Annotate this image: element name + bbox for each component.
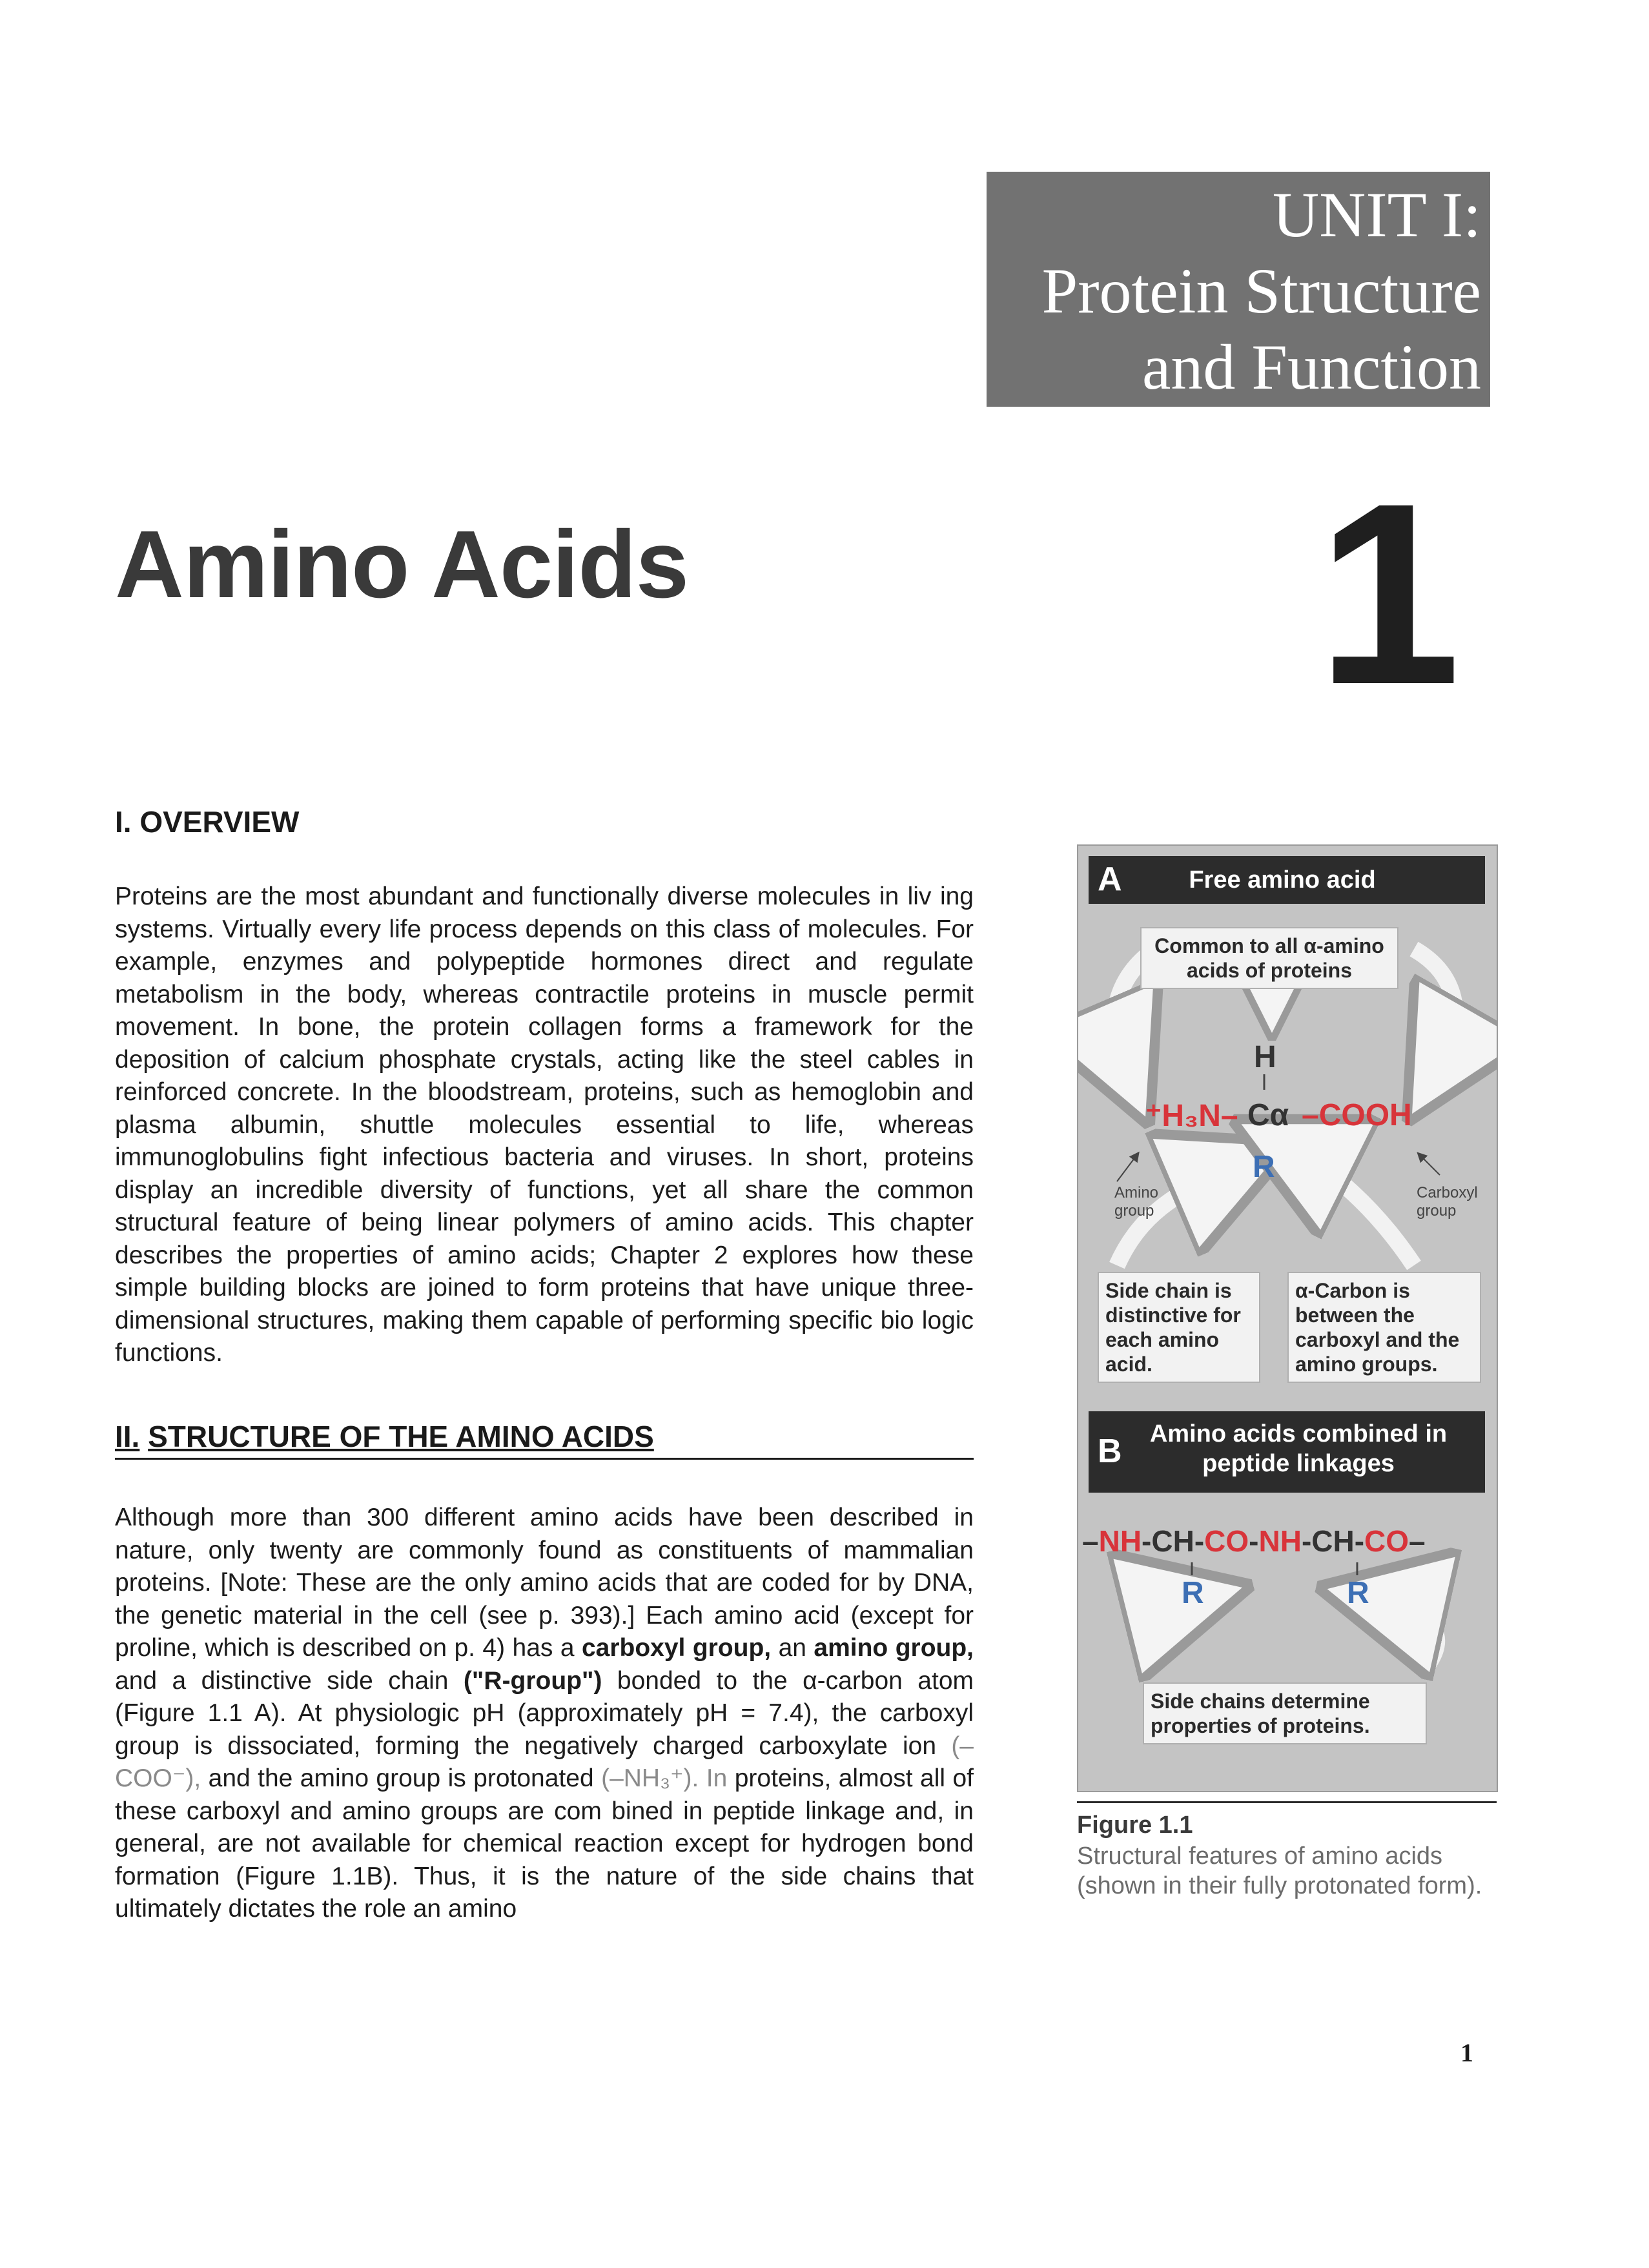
text-run: an	[771, 1634, 814, 1662]
figure-caption-rule	[1077, 1801, 1497, 1803]
peptide-r1: R	[1182, 1576, 1204, 1610]
panel-b-title: Amino acids combined in peptide linkages	[1149, 1420, 1448, 1477]
chain-bond: -	[1142, 1524, 1152, 1558]
arrow-side-chains-right	[1382, 1601, 1437, 1666]
term-r-group: ("R-group")	[463, 1666, 602, 1695]
figure-caption: Structural features of amino acids (shown in their fully protonated form).	[1077, 1843, 1482, 1899]
text-run: Although more than 300 different amino acids have been described in nature, only twenty are commonly found as constituents of mammalian proteins. [Note: These are the only amino acids that are coded for by DNA, the genetic material in the cell (see p. 393).] Each amino acid (except for proline, which is described on p. 4) has a	[115, 1504, 974, 1662]
carboxyl-group-label: Carboxyl group	[1417, 1184, 1478, 1220]
chain-ch: CH	[1311, 1524, 1355, 1558]
overview-heading: I. OVERVIEW	[115, 805, 300, 839]
chain-nh: NH	[1098, 1524, 1142, 1558]
formula-cooh: –COOH	[1302, 1098, 1412, 1132]
unit-banner-line1: UNIT I:	[1272, 179, 1481, 250]
structure-heading	[115, 1419, 974, 1460]
panel-a-letter: A	[1098, 861, 1122, 898]
side-chain-callout: Side chain is distinctive for each amino acid.	[1098, 1272, 1260, 1383]
text-run: proteins, almost all of these carboxyl and amino groups are com bined in peptide linkage and, in general, are not available for chemical reaction except for hydrogen bond formation (Figure 1.1B). Thus, it is the nature of the side chains that ultimately dictates the role an amino	[115, 1764, 974, 1923]
formula-alpha-carbon: Cα	[1247, 1098, 1289, 1132]
panel-b-header	[1089, 1411, 1485, 1493]
unit-banner-line2: Protein Structure	[1041, 255, 1481, 327]
chain-bond: -	[1194, 1524, 1205, 1558]
chain-nh: NH	[1258, 1524, 1302, 1558]
figure-1-1	[1077, 844, 1498, 1792]
alpha-carbon-callout: α-Carbon is between the carboxyl and the amino groups.	[1287, 1272, 1481, 1383]
page-number: 1	[1460, 2038, 1473, 2067]
formula-h: H	[1254, 1040, 1276, 1074]
chain-co: CO	[1364, 1524, 1409, 1558]
unit-banner	[987, 172, 1490, 407]
panel-b-letter: B	[1098, 1433, 1122, 1470]
carboxylate-ion-formula: (–COO⁻),	[115, 1732, 974, 1792]
panel-a-title: Free amino acid	[1189, 866, 1376, 894]
chain-bond: -	[1249, 1524, 1259, 1558]
figure-label: Figure 1.1	[1077, 1812, 1193, 1839]
structure-paragraph	[115, 1502, 974, 1926]
arrow-amino-group	[1117, 1156, 1136, 1181]
arrow-alpha-carbon	[1291, 1149, 1414, 1265]
chain-bond: -	[1354, 1524, 1365, 1558]
text-run: and a distinctive side chain	[115, 1666, 464, 1695]
side-chains-callout: Side chains determine properties of proteins.	[1143, 1682, 1427, 1744]
arrow-carboxyl-group	[1420, 1156, 1440, 1175]
chain-ch: CH	[1151, 1524, 1194, 1558]
chain-bond: –	[1082, 1524, 1099, 1558]
unit-banner-line3: and Function	[1142, 331, 1481, 403]
chain-co: CO	[1204, 1524, 1249, 1558]
structure-heading-number: II.	[115, 1420, 140, 1453]
chapter-number: 1	[1317, 449, 1461, 738]
protonated-amine-formula: (–NH₃⁺). In	[601, 1764, 728, 1792]
text-run: and the amino group is protonated	[201, 1764, 602, 1792]
arrow-common-right	[1414, 949, 1455, 1065]
peptide-chain	[1082, 1524, 1426, 1558]
term-carboxyl-group: carboxyl group,	[581, 1634, 772, 1662]
term-amino-group: amino group,	[814, 1634, 974, 1662]
peptide-r2: R	[1347, 1576, 1369, 1610]
chain-bond: –	[1409, 1524, 1426, 1558]
chain-bond: -	[1301, 1524, 1312, 1558]
amino-group-label: Amino group	[1114, 1184, 1159, 1220]
formula-amine: ⁺H₃N–	[1145, 1099, 1238, 1133]
arrow-side-chains-left	[1139, 1601, 1188, 1666]
formula-r: R	[1253, 1150, 1275, 1184]
chapter-title: Amino Acids	[115, 511, 689, 618]
overview-paragraph: Proteins are the most abundant and functionally diverse molecules in liv ing systems. Virtually every life process depends on this class of molecules. For example, enzymes and polypeptide hormones direct and regulate metabolism in the body, whereas contractile proteins in muscle permit movement. In bone, the protein collagen forms a framework for the deposition of calcium phosphate crystals, acting like the steel cables in reinforced concrete. In the bloodstream, proteins, such as hemoglobin and plasma albumin, shuttle molecules essential to life, whereas immunoglobulins fight infectious bacteria and viruses. In short, proteins display an incredible diversity of functions, yet all share the common structural feature of being linear polymers of amino acids. This chapter describes the properties of amino acids; Chapter 2 explores how these simple building blocks are joined to form proteins that have unique three-dimensional structures, making them capable of performing specific bio logic functions.	[115, 883, 974, 1367]
text-run: bonded to the α-carbon atom (Figure 1.1 A). At physiologic pH (approximately pH = 7.4), the carboxyl group is dissociated, forming the negatively charged carboxylate ion	[115, 1666, 974, 1760]
structure-heading-text: STRUCTURE OF THE AMINO ACIDS	[148, 1420, 654, 1453]
common-callout: Common to all α-amino acids of proteins	[1140, 927, 1398, 989]
